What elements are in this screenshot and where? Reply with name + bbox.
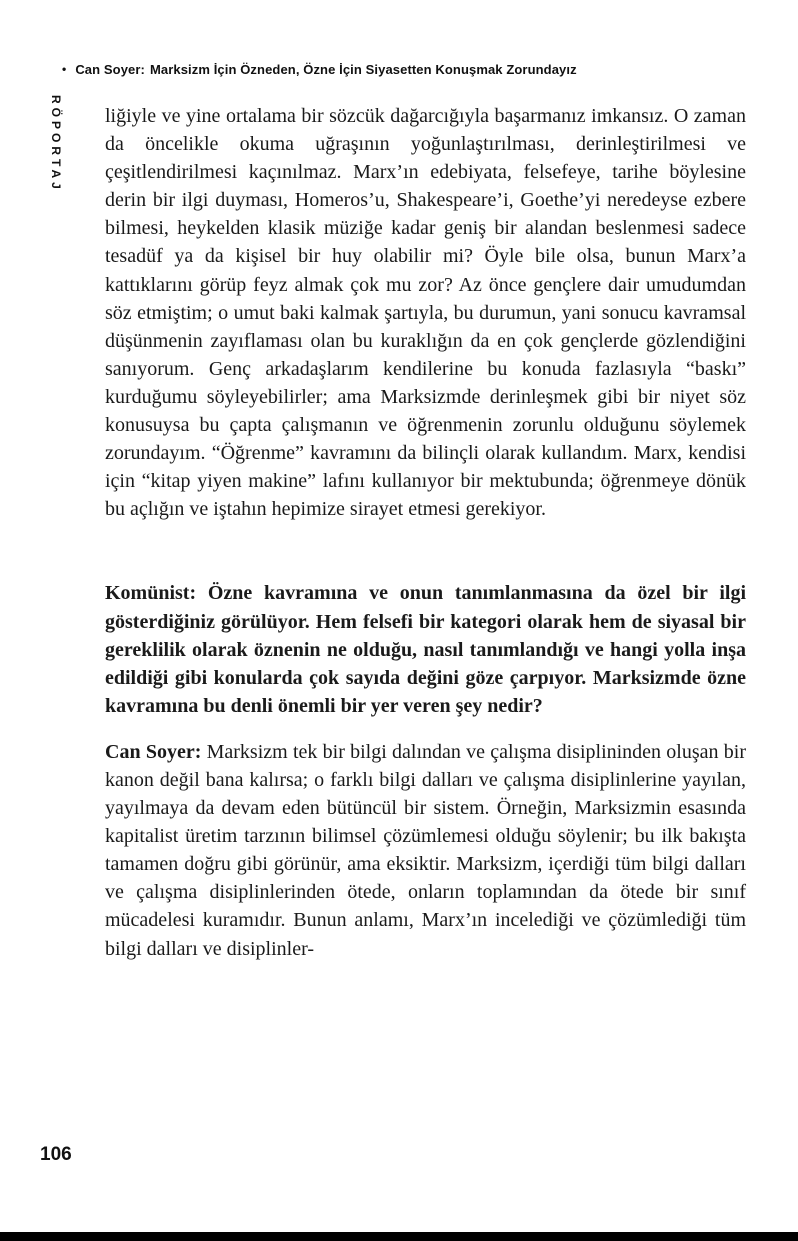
bottom-black-bar	[0, 1232, 798, 1241]
section-label-vertical: RÖPORTAJ	[49, 95, 63, 193]
answer-text: Marksizm tek bir bilgi dalından ve çalışma disiplininden oluşan bir kanon değil bana kalırsa; o farklı bilgi dalları ve çalışma disiplinlerine yayılan, yayılmaya da devam eden bütüncül bir sistem. Örneğin, Marksizmin esasında kapitalist üretim tarzının bilimsel çözümlemesi olduğu söylenir; bu ilk bakışta tamamen doğru gibi görünür, ama eksiktir. Marksizm, içerdiği tüm bilgi dalları ve çalışma disiplinlerinden ötede, onların toplamından da ötede bir sınıf mücadelesi kuramıdır. Bunun anlamı, Marx’ın incelediği ve çözümlediği tüm bilgi dalları ve disiplinler-	[105, 740, 746, 960]
paragraph-continuation: liğiyle ve yine ortalama bir sözcük dağarcığıyla başarmanız imkansız. O zaman da öncelikle okuma uğraşının yoğunlaştırılması, derinleştirilmesi ve çeşitlendirilmesi kaçınılmaz. Marx’ın edebiyata, felsefeye, tarihe böylesine derin bir ilgi duyması, Homeros’u, Shakespeare’i, Goethe’yi neredeyse ezbere bilmesi, heykelden klasik müziğe kadar geniş bir alandan beslenmesi sadece tesadüf ya da kişisel bir huy olabilir mi? Öyle bile olsa, bunun Marx’a kattıklarını görüp feyz almak çok mu zor? Az önce gençlere dair umudumdan söz etmiştim; o umut baki kalmak şartıyla, bu durumun, yani sonucu kavramsal düşünmenin zayıflaması olan bu kuraklığın da en çok gençlerde gözlendiğini sanıyorum. Genç arkadaşlarım kendilerine bu konuda fazlasıyla “baskı” kurduğumu söyleyebilirler; ama Marksizmde derinleşmek gibi bir niyet söz konusuysa bu çapta çalışmanın ve öğrenmenin zorunlu olduğunu söylemek zorundayım. “Öğrenme” kavramını da bilinçli olarak kullandım. Marx, kendisi için “kitap yiyen makine” lafını kullanıyor bir mektubunda; öğrenmeye dönük bu açlığın ve iştahın hepimize sirayet etmesi gerekiyor.	[105, 105, 746, 521]
body-text	[105, 102, 746, 963]
header-author: Can Soyer:	[75, 62, 145, 77]
interview-answer	[105, 738, 746, 963]
running-header	[62, 62, 768, 77]
header-title: Marksizm İçin Özneden, Özne İçin Siyasetten Konuşmak Zorundayız	[149, 62, 577, 77]
header-bullet-icon: •	[62, 62, 67, 76]
page-number: 106	[40, 1144, 72, 1165]
interview-question: Komünist: Özne kavramına ve onun tanımlanmasına da özel bir ilgi gösterdiğiniz görülüyor. Hem felsefi bir kategori olarak hem de siyasal bir gereklilik olarak öznenin ne olduğu, nasıl tanımlandığı ve hangi yolla inşa edildiği gibi konularda çok sayıda değini göze çarpıyor. Marksizmde özne kavramına bu denli önemli bir yer veren şey nedir?	[105, 582, 746, 717]
answer-speaker: Can Soyer:	[105, 740, 202, 763]
